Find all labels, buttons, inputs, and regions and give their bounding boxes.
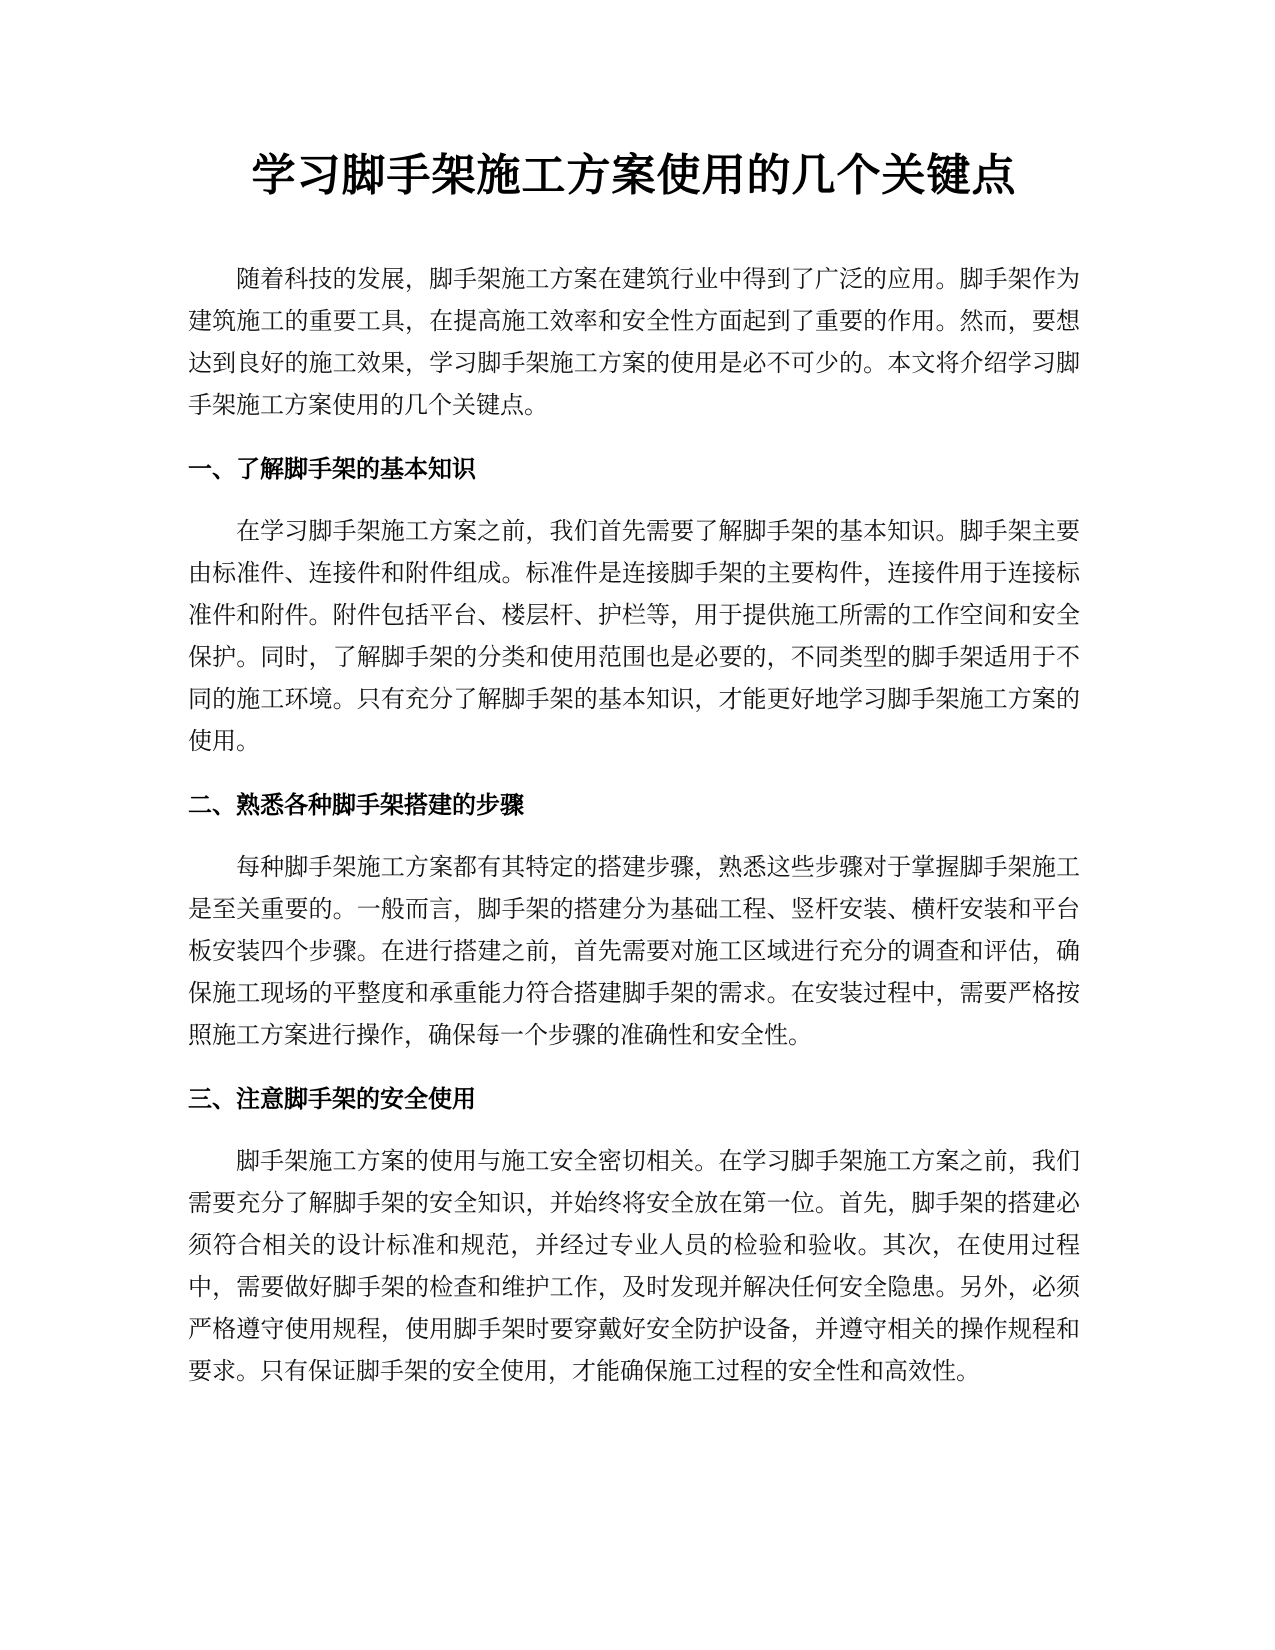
section-3-heading: 三、注意脚手架的安全使用 [188,1085,476,1113]
section-3-paragraph: 脚手架施工方案的使用与施工安全密切相关。在学习脚手架施工方案之前，我们需要充分了解脚手架的安全知识，并始终将安全放在第一位。首先，脚手架的搭建必须符合相关的设计标准和规范，并经过专业人员的检验和验收。其次，在使用过程中，需要做好脚手架的检查和维护工作，及时发现并解决任何安全隐患。另外，必须严格遵守使用规程，使用脚手架时要穿戴好安全防护设备，并遵守相关的操作规程和要求。只有保证脚手架的安全使用，才能确保施工过程的安全性和高效性。 [188,1147,1080,1385]
section-1-heading: 一、了解脚手架的基本知识 [188,455,476,483]
document-title: 学习脚手架施工方案使用的几个关键点 [251,150,1017,201]
intro-paragraph: 随着科技的发展，脚手架施工方案在建筑行业中得到了广泛的应用。脚手架作为建筑施工的重要工具，在提高施工效率和安全性方面起到了重要的作用。然而，要想达到良好的施工效果，学习脚手架施工方案的使用是必不可少的。本文将介绍学习脚手架施工方案使用的几个关键点。 [188,265,1080,419]
section-2-paragraph: 每种脚手架施工方案都有其特定的搭建步骤，熟悉这些步骤对于掌握脚手架施工是至关重要的。一般而言，脚手架的搭建分为基础工程、竖杆安装、横杆安装和平台板安装四个步骤。在进行搭建之前，首先需要对施工区域进行充分的调查和评估，确保施工现场的平整度和承重能力符合搭建脚手架的需求。在安装过程中，需要严格按照施工方案进行操作，确保每一个步骤的准确性和安全性。 [188,853,1080,1049]
section-2-heading: 二、熟悉各种脚手架搭建的步骤 [188,791,524,819]
section-1-paragraph: 在学习脚手架施工方案之前，我们首先需要了解脚手架的基本知识。脚手架主要由标准件、连接件和附件组成。标准件是连接脚手架的主要构件，连接件用于连接标准件和附件。附件包括平台、楼层杆、护栏等，用于提供施工所需的工作空间和安全保护。同时，了解脚手架的分类和使用范围也是必要的，不同类型的脚手架适用于不同的施工环境。只有充分了解脚手架的基本知识，才能更好地学习脚手架施工方案的使用。 [188,517,1080,755]
